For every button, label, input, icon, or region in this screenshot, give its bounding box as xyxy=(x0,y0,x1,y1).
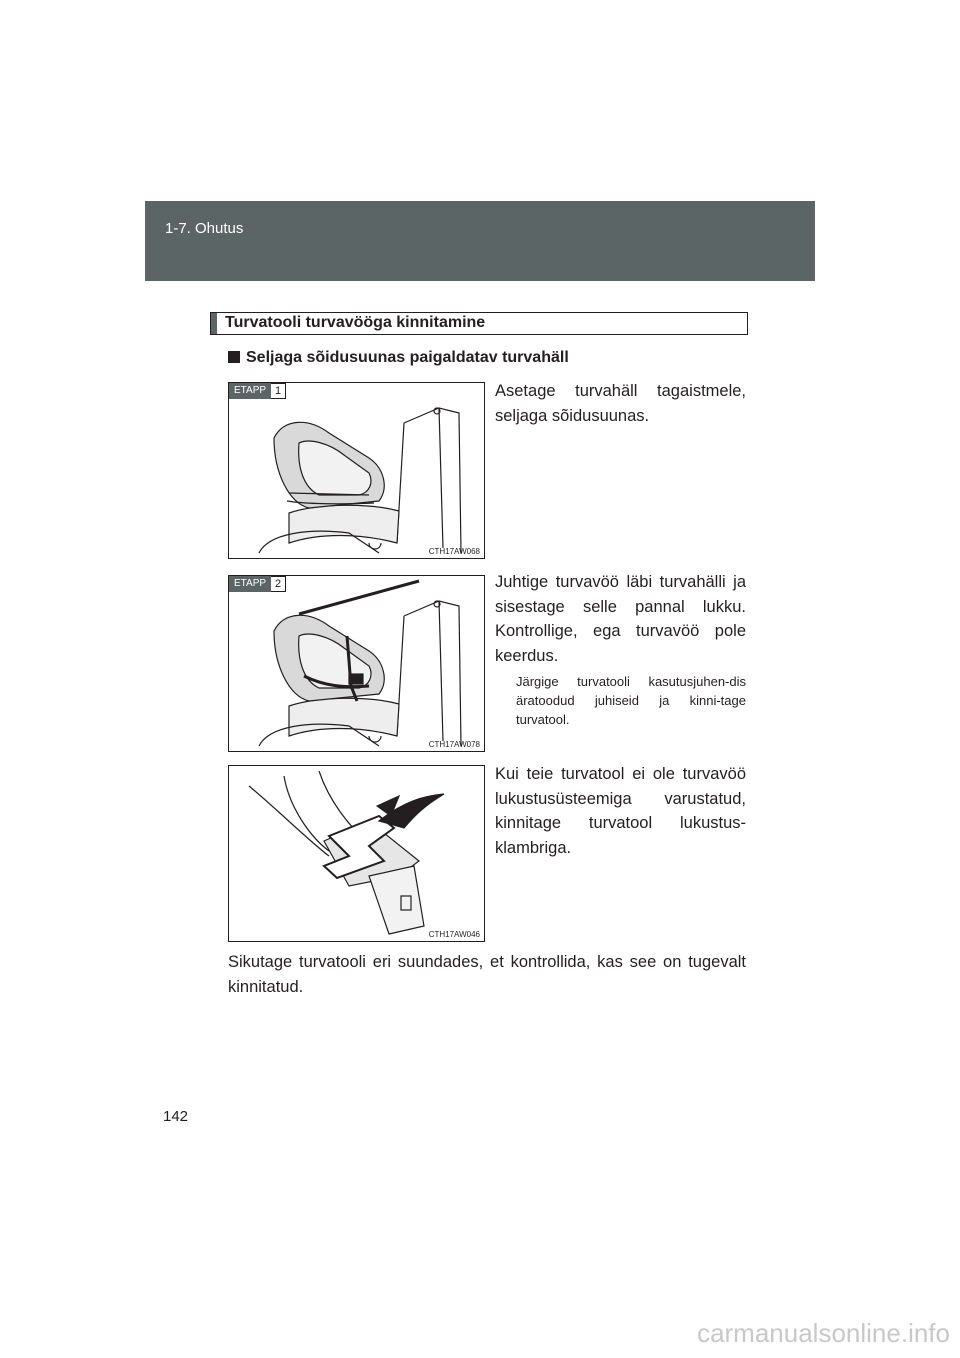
closing-text: Sikutage turvatooli eri suundades, et kontrollida, kas see on tugevalt kinnitatud. xyxy=(228,953,746,996)
figure-locking-clip xyxy=(228,765,485,942)
step-1-text: Asetage turvahäll tagaistmele, seljaga sõidusuunas. xyxy=(495,382,746,425)
step-number: 2 xyxy=(271,576,286,592)
car-seat-illustration-2 xyxy=(229,576,484,751)
figure-code: CTH17AW046 xyxy=(428,930,480,939)
step-badge-1 xyxy=(229,383,286,399)
square-bullet-icon xyxy=(228,351,240,363)
step-2-text: Juhtige turvavöö läbi turvahälli ja sisestage selle pannal lukku. Kontrollige, ega turvavöö pole keerdus. xyxy=(495,573,746,665)
step-label: ETAPP xyxy=(229,576,271,592)
section-header xyxy=(145,201,815,281)
subheading xyxy=(228,349,569,367)
step-label: ETAPP xyxy=(229,383,271,399)
section-title-box xyxy=(210,312,748,335)
step-number: 1 xyxy=(271,383,286,399)
section-title: Turvatooli turvavööga kinnitamine xyxy=(225,314,486,331)
clamp-text: Kui teie turvatool ei ole turvavöö lukustusüsteemiga varustatud, kinnitage turvatool lukustus-klambriga. xyxy=(495,765,746,857)
figure-code: CTH17AW068 xyxy=(428,547,480,556)
car-seat-illustration-1 xyxy=(229,383,484,558)
step-2-note: Järgige turvatooli kasutusjuhen-dis äratoodud juhiseid ja kinni-tage turvatool. xyxy=(516,674,746,727)
watermark: carmanualsonline.info xyxy=(697,1318,950,1348)
figure-step-2 xyxy=(228,575,485,752)
figure-code: CTH17AW078 xyxy=(428,740,480,749)
page-number: 142 xyxy=(163,1108,189,1125)
subheading-text: Seljaga sõidusuunas paigaldatav turvahäll xyxy=(246,349,569,366)
step-badge-2 xyxy=(229,576,286,592)
locking-clip-illustration xyxy=(229,766,484,941)
section-label: 1-7. Ohutus xyxy=(165,220,244,237)
figure-step-1 xyxy=(228,382,485,559)
